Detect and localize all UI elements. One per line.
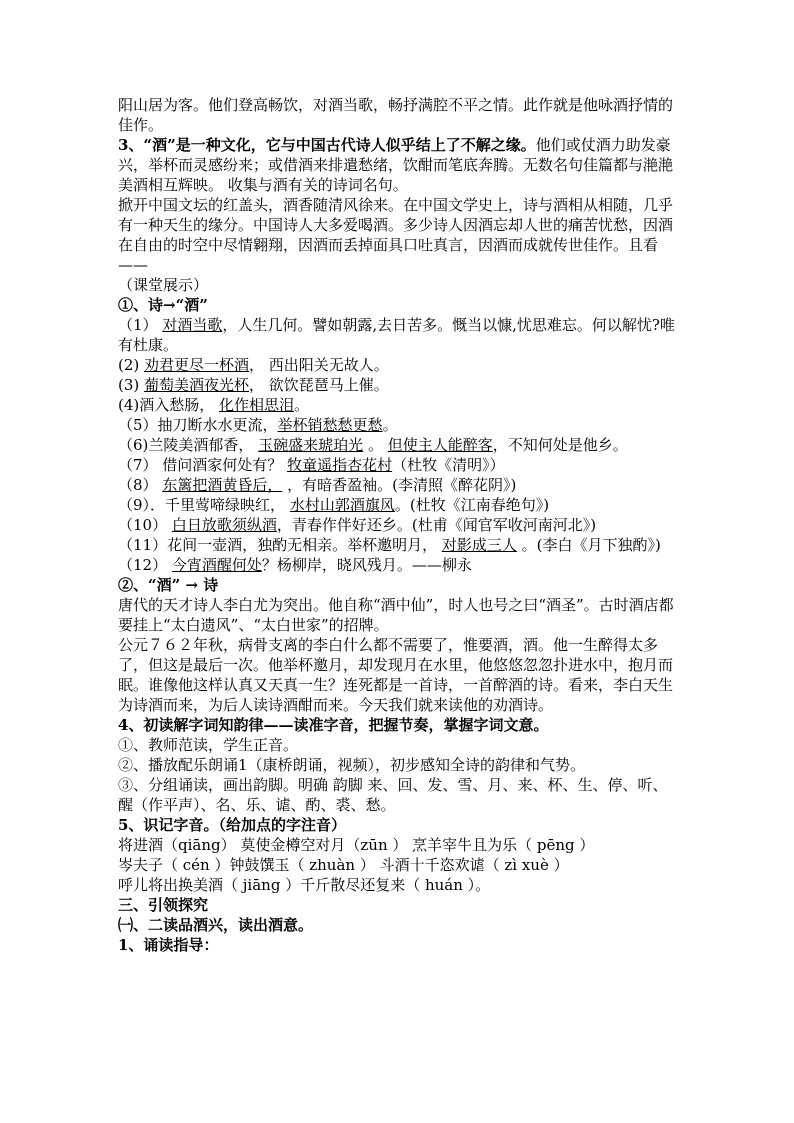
poem-suffix: 。(杜牧《江南春绝句》) <box>394 496 550 514</box>
poem-prefix: （12） <box>118 556 172 574</box>
poem-blank: 对影成三人 <box>441 536 517 554</box>
poem-line-5 <box>118 415 678 435</box>
poem-blank: 举杯销愁愁更愁 <box>277 416 383 434</box>
poem-blank: 水村山郭酒旗风 <box>289 496 395 514</box>
poem-suffix: ，青春作伴好还乡。(杜甫《闻官军收河南河北》) <box>276 516 597 534</box>
paragraph-intro-3: 掀开中国文坛的红盖头，酒香随清风徐来。在中国文学史上，诗与酒相从相随，几乎有一种天生的缘分。中国诗人大多爱喝酒。多少诗人因酒忘却人世的痛苦忧愁，因酒在自由的时空中尽情翱翔，因酒而丢掉面具口吐真言，因酒而成就传世佳作。且看—— <box>118 196 674 274</box>
poem-line-9 <box>118 495 678 515</box>
paragraph-intro-1: 阳山居为客。他们登高畅饮，对酒当歌，畅抒满腔不平之情。此作就是他咏酒抒情的佳作。 <box>118 96 674 134</box>
poem-blank: 东篱把酒黄昏后， <box>162 476 283 494</box>
poem-suffix: （杜牧《清明》） <box>392 456 505 474</box>
poem-blank: 劝君更尽一杯酒 <box>144 356 250 374</box>
poem-prefix: （11）花间一壶酒，独酌无相亲。举杯邀明月， <box>118 536 442 554</box>
pronunciation-line: 呼儿将出换美酒（ jiāng ）千斤散尽还复来（ huán ）。 <box>118 876 491 894</box>
poem-suffix: 。 <box>294 396 310 414</box>
poem-prefix: （10） <box>118 516 172 534</box>
poem-suffix: ，人生几何。譬如朝露,去日苦多。慨当以慷,忧思难忘。何以解忧?唯有杜康。 <box>118 316 675 354</box>
poem-blank: 白日放歌须纵酒 <box>171 516 277 534</box>
poem-prefix: （1） <box>118 316 163 334</box>
section-heading-first-reading: 4、初读解字词知韵律——读准字音，把握节奏，掌握字词文意。 <box>118 716 549 734</box>
document-page <box>118 95 678 955</box>
poem-middle: 。 <box>363 436 388 454</box>
poem-prefix: （7） 借问酒家何处有？ <box>118 456 288 474</box>
paragraph-li-bai-1: 唐代的天才诗人李白尤为突出。他自称“酒中仙”，时人也号之曰“酒圣”。古时酒店都要挂上“太白遗风”、“太白世家”的招牌。 <box>118 596 674 634</box>
list-item: ①、教师范读，学生正音。 <box>118 736 299 754</box>
poem-line-10 <box>118 515 678 535</box>
poem-prefix: （5）抽刀断水水更流， <box>118 416 278 434</box>
paragraph-bold-lead: 3、“酒”是一种文化，它与中国古代诗人似乎结上了不解之缘。 <box>118 136 536 154</box>
poem-suffix: ， 欲饮琵琶马上催。 <box>249 376 389 394</box>
subsection-heading: ㈠、二读品酒兴，读出酒意。 <box>118 916 314 934</box>
poem-blank: 葡萄美酒夜光杯 <box>144 376 250 394</box>
poem-suffix: 。(李白《月下独酌》) <box>516 536 661 554</box>
poem-line-7 <box>118 455 678 475</box>
section-heading-poem-to-wine: ①、诗→“酒” <box>118 296 208 314</box>
poem-suffix: 。 <box>382 416 398 434</box>
poem-blank: 今宵酒醒何处 <box>171 556 262 574</box>
paragraph-rest: 他们或仗酒力助发豪兴，举杯而灵感纷来；或借酒来排遣愁绪，饮酣而笔底奔腾。无数名句佳篇都与滟滟美酒相互辉映。 收集与酒有关的诗词名句。 <box>118 136 674 194</box>
poem-prefix: （6)兰陵美酒郁香， <box>118 436 259 454</box>
pronunciation-line: 岑夫子（ cén ）钟鼓馔玉（ zhuàn ） 斗酒十千恣欢谑（ zì xuè ） <box>118 856 569 874</box>
poem-prefix: （8） <box>118 476 163 494</box>
section-heading-pronunciation: 5、识记字音。（给加点的字注音） <box>118 816 346 834</box>
list-item: ③、分组诵读，画出韵脚。明确 韵脚 来、回、发、雪、月、来、杯、生、停、听、醒（作平声）、名、乐、谑、酌、裘、愁。 <box>118 776 668 814</box>
poem-prefix: （9）．千里莺啼绿映红， <box>118 496 290 514</box>
poem-suffix: ，有暗香盈袖。(李清照《醉花阴》) <box>282 476 517 494</box>
list-item: ②、播放配乐朗诵1（康桥朗诵，视频），初步感知全诗的韵律和气势。 <box>118 756 586 774</box>
poem-prefix: (4)酒入愁肠， <box>118 396 220 414</box>
pronunciation-line: 将进酒（qiāng） 莫使金樽空对月（zūn ） 烹羊宰牛且为乐（ pēng ） <box>118 836 595 854</box>
section-heading-wine-to-poem: ②、“酒” → 诗 <box>118 576 219 594</box>
poem-line-11 <box>118 535 678 555</box>
poem-line-2 <box>118 355 678 375</box>
subsection-item: 1、诵读指导： <box>118 936 219 954</box>
poem-suffix: ，不知何处是他乡。 <box>492 436 628 454</box>
poem-suffix: ？杨柳岸，晓风残月。——柳永 <box>261 556 472 574</box>
poem-blank-2: 但使主人能醉客 <box>387 436 493 454</box>
poem-prefix: (2) <box>118 356 145 374</box>
poem-line-8 <box>118 475 678 495</box>
poem-line-3 <box>118 375 678 395</box>
paragraph-li-bai-2: 公元７６２年秋，病骨支离的李白什么都不需要了，惟要酒，酒。他一生醉得太多了，但这是最后一次。他举杯邀月，却发现月在水里，他悠悠忽忽扑进水中，抱月而眠。谁像他这样认真又天真一生？连死都是一首诗，一首醉酒的诗。看来，李白天生为诗酒而来，为后人读诗酒酣而来。今天我们就来读他的劝酒诗。 <box>118 636 674 714</box>
poem-line-4 <box>118 395 678 415</box>
poem-suffix: ， 西出阳关无故人。 <box>249 356 389 374</box>
poem-line-6 <box>118 435 678 455</box>
section-heading-explore: 三、引领探究 <box>118 896 209 914</box>
poem-blank: 牧童遥指杏花村 <box>287 456 393 474</box>
poem-line-1 <box>118 315 678 355</box>
paragraph-intro-2 <box>118 135 678 195</box>
poem-blank: 化作相思泪 <box>219 396 295 414</box>
poem-blank: 玉碗盛来琥珀光 <box>258 436 364 454</box>
poem-blank: 对酒当歌 <box>162 316 223 334</box>
poem-prefix: (3) <box>118 376 145 394</box>
paragraph-classroom: （课堂展示） <box>118 276 209 294</box>
poem-line-12 <box>118 555 678 575</box>
